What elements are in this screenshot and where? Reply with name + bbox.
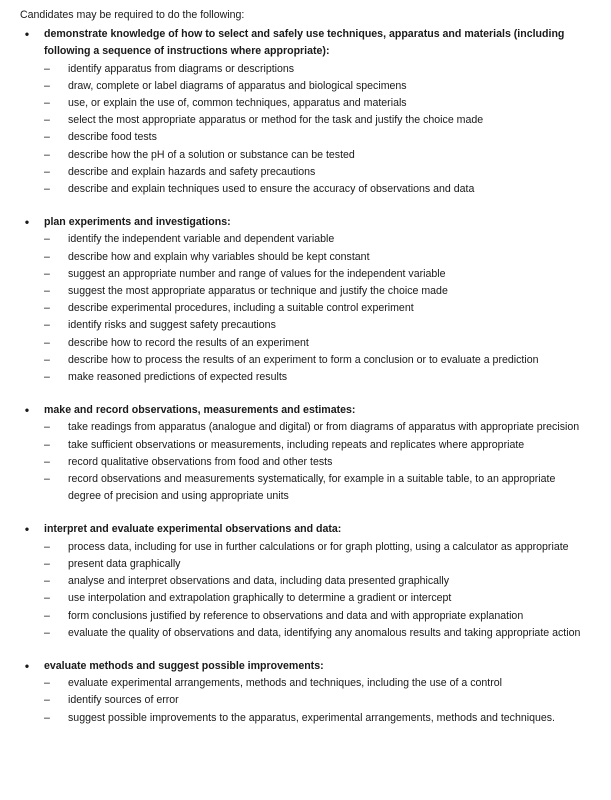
dash-icon: – [44, 694, 50, 707]
list-item-text: process data, including for use in further calculations or for graph plotting, using a calculator as appropriate [68, 540, 569, 553]
list-item-text: draw, complete or label diagrams of apparatus and biological specimens [68, 79, 407, 92]
list-item [10, 112, 601, 129]
dash-icon: – [44, 626, 50, 639]
list-item-text: describe how to record the results of an experiment [68, 336, 309, 349]
dash-icon: – [44, 302, 50, 315]
bullet-icon: • [24, 27, 30, 42]
dash-icon: – [44, 131, 50, 144]
section-heading: make and record observations, measurements and estimates: [44, 404, 356, 417]
list-item [10, 147, 601, 164]
dash-icon: – [44, 97, 50, 110]
list-item-text: identify sources of error [68, 694, 179, 707]
section-heading: plan experiments and investigations: [44, 216, 231, 229]
list-item [10, 231, 601, 248]
bullet-icon: • [24, 403, 30, 418]
dash-icon: – [44, 250, 50, 263]
list-item-text: describe and explain techniques used to ensure the accuracy of observations and data [68, 183, 475, 196]
list-item [10, 419, 601, 436]
list-item [10, 164, 601, 181]
dash-icon: – [44, 609, 50, 622]
section-heading: demonstrate knowledge of how to select and safely use techniques, apparatus and materials (including following a sequence of instructions where appropriate): [44, 28, 565, 58]
list-item [10, 437, 601, 454]
section-item-list [10, 61, 601, 199]
list-item [10, 129, 601, 146]
list-item-text: present data graphically [68, 557, 181, 570]
dash-icon: – [44, 319, 50, 332]
list-item [10, 710, 601, 727]
list-item-text: describe food tests [68, 131, 157, 144]
sections-container [10, 26, 601, 727]
section-5 [10, 658, 601, 727]
list-item-text: identify risks and suggest safety precautions [68, 319, 276, 332]
bullet-icon: • [24, 215, 30, 230]
list-item [10, 249, 601, 266]
dash-icon: – [44, 557, 50, 570]
dash-icon: – [44, 473, 50, 486]
section-heading-row [10, 658, 601, 675]
list-item [10, 266, 601, 283]
list-item-text: use interpolation and extrapolation graphically to determine a gradient or intercept [68, 592, 452, 605]
list-item [10, 471, 601, 505]
list-item-text: suggest the most appropriate apparatus or technique and justify the choice made [68, 285, 448, 298]
list-item-text: identify apparatus from diagrams or descriptions [68, 62, 295, 75]
dash-icon: – [44, 285, 50, 298]
list-item [10, 608, 601, 625]
dash-icon: – [44, 114, 50, 127]
dash-icon: – [44, 438, 50, 451]
section-3 [10, 402, 601, 505]
dash-icon: – [44, 575, 50, 588]
dash-icon: – [44, 592, 50, 605]
list-item-text: describe how to process the results of an experiment to form a conclusion or to evaluate a prediction [68, 353, 539, 366]
dash-icon: – [44, 148, 50, 161]
list-item [10, 95, 601, 112]
section-item-list [10, 675, 601, 727]
list-item-text: record qualitative observations from food and other tests [68, 455, 333, 468]
section-item-list [10, 419, 601, 505]
list-item-text: use, or explain the use of, common techniques, apparatus and materials [68, 97, 407, 110]
section-item-list [10, 231, 601, 386]
list-item [10, 369, 601, 386]
list-item [10, 675, 601, 692]
section-2 [10, 214, 601, 386]
dash-icon: – [44, 79, 50, 92]
bullet-icon: • [24, 658, 30, 673]
dash-icon: – [44, 353, 50, 366]
dash-icon: – [44, 62, 50, 75]
dash-icon: – [44, 711, 50, 724]
list-item [10, 181, 601, 198]
section-heading-row [10, 402, 601, 419]
list-item [10, 335, 601, 352]
list-item [10, 573, 601, 590]
bullet-icon: • [24, 522, 30, 537]
list-item [10, 556, 601, 573]
list-item-text: analyse and interpret observations and data, including data presented graphically [68, 575, 450, 588]
list-item-text: evaluate experimental arrangements, methods and techniques, including the use of a control [68, 677, 503, 690]
list-item-text: suggest an appropriate number and range of values for the independent variable [68, 267, 446, 280]
list-item [10, 283, 601, 300]
list-item-text: select the most appropriate apparatus or method for the task and justify the choice made [68, 114, 484, 127]
dash-icon: – [44, 455, 50, 468]
list-item-text: make reasoned predictions of expected results [68, 371, 288, 384]
section-heading: evaluate methods and suggest possible improvements: [44, 659, 324, 672]
list-item-text: suggest possible improvements to the apparatus, experimental arrangements, methods and techniques. [68, 711, 556, 724]
dash-icon: – [44, 267, 50, 280]
list-item [10, 352, 601, 369]
dash-icon: – [44, 540, 50, 553]
list-item-text: record observations and measurements systematically, for example in a suitable table, to an appropriate degree of precision and using appropriate units [68, 473, 556, 503]
dash-icon: – [44, 677, 50, 690]
dash-icon: – [44, 421, 50, 434]
list-item-text: evaluate the quality of observations and data, identifying any anomalous results and taking appropriate action [68, 626, 581, 639]
list-item [10, 78, 601, 95]
dash-icon: – [44, 165, 50, 178]
list-item-text: describe experimental procedures, including a suitable control experiment [68, 302, 414, 315]
list-item-text: describe how the pH of a solution or substance can be tested [68, 148, 355, 161]
section-4 [10, 521, 601, 641]
list-item-text: take readings from apparatus (analogue and digital) or from diagrams of apparatus with appropriate precision [68, 421, 580, 434]
intro-text: Candidates may be required to do the following: [20, 9, 245, 21]
dash-icon: – [44, 233, 50, 246]
section-heading-row [10, 26, 601, 60]
list-item-text: describe how and explain why variables should be kept constant [68, 250, 370, 263]
list-item-text: describe and explain hazards and safety precautions [68, 165, 316, 178]
section-heading: interpret and evaluate experimental observations and data: [44, 523, 342, 536]
list-item [10, 625, 601, 642]
list-item [10, 454, 601, 471]
list-item-text: form conclusions justified by reference to observations and data and with appropriate explanation [68, 609, 524, 622]
list-item-text: take sufficient observations or measurements, including repeats and replicates where appropriate [68, 438, 525, 451]
section-item-list [10, 539, 601, 642]
dash-icon: – [44, 371, 50, 384]
list-item [10, 590, 601, 607]
dash-icon: – [44, 336, 50, 349]
list-item [10, 300, 601, 317]
section-heading-row [10, 214, 601, 231]
list-item-text: identify the independent variable and dependent variable [68, 233, 335, 246]
section-heading-row [10, 521, 601, 538]
list-item [10, 539, 601, 556]
list-item [10, 61, 601, 78]
list-item [10, 317, 601, 334]
list-item [10, 692, 601, 709]
section-1 [10, 26, 601, 198]
dash-icon: – [44, 183, 50, 196]
